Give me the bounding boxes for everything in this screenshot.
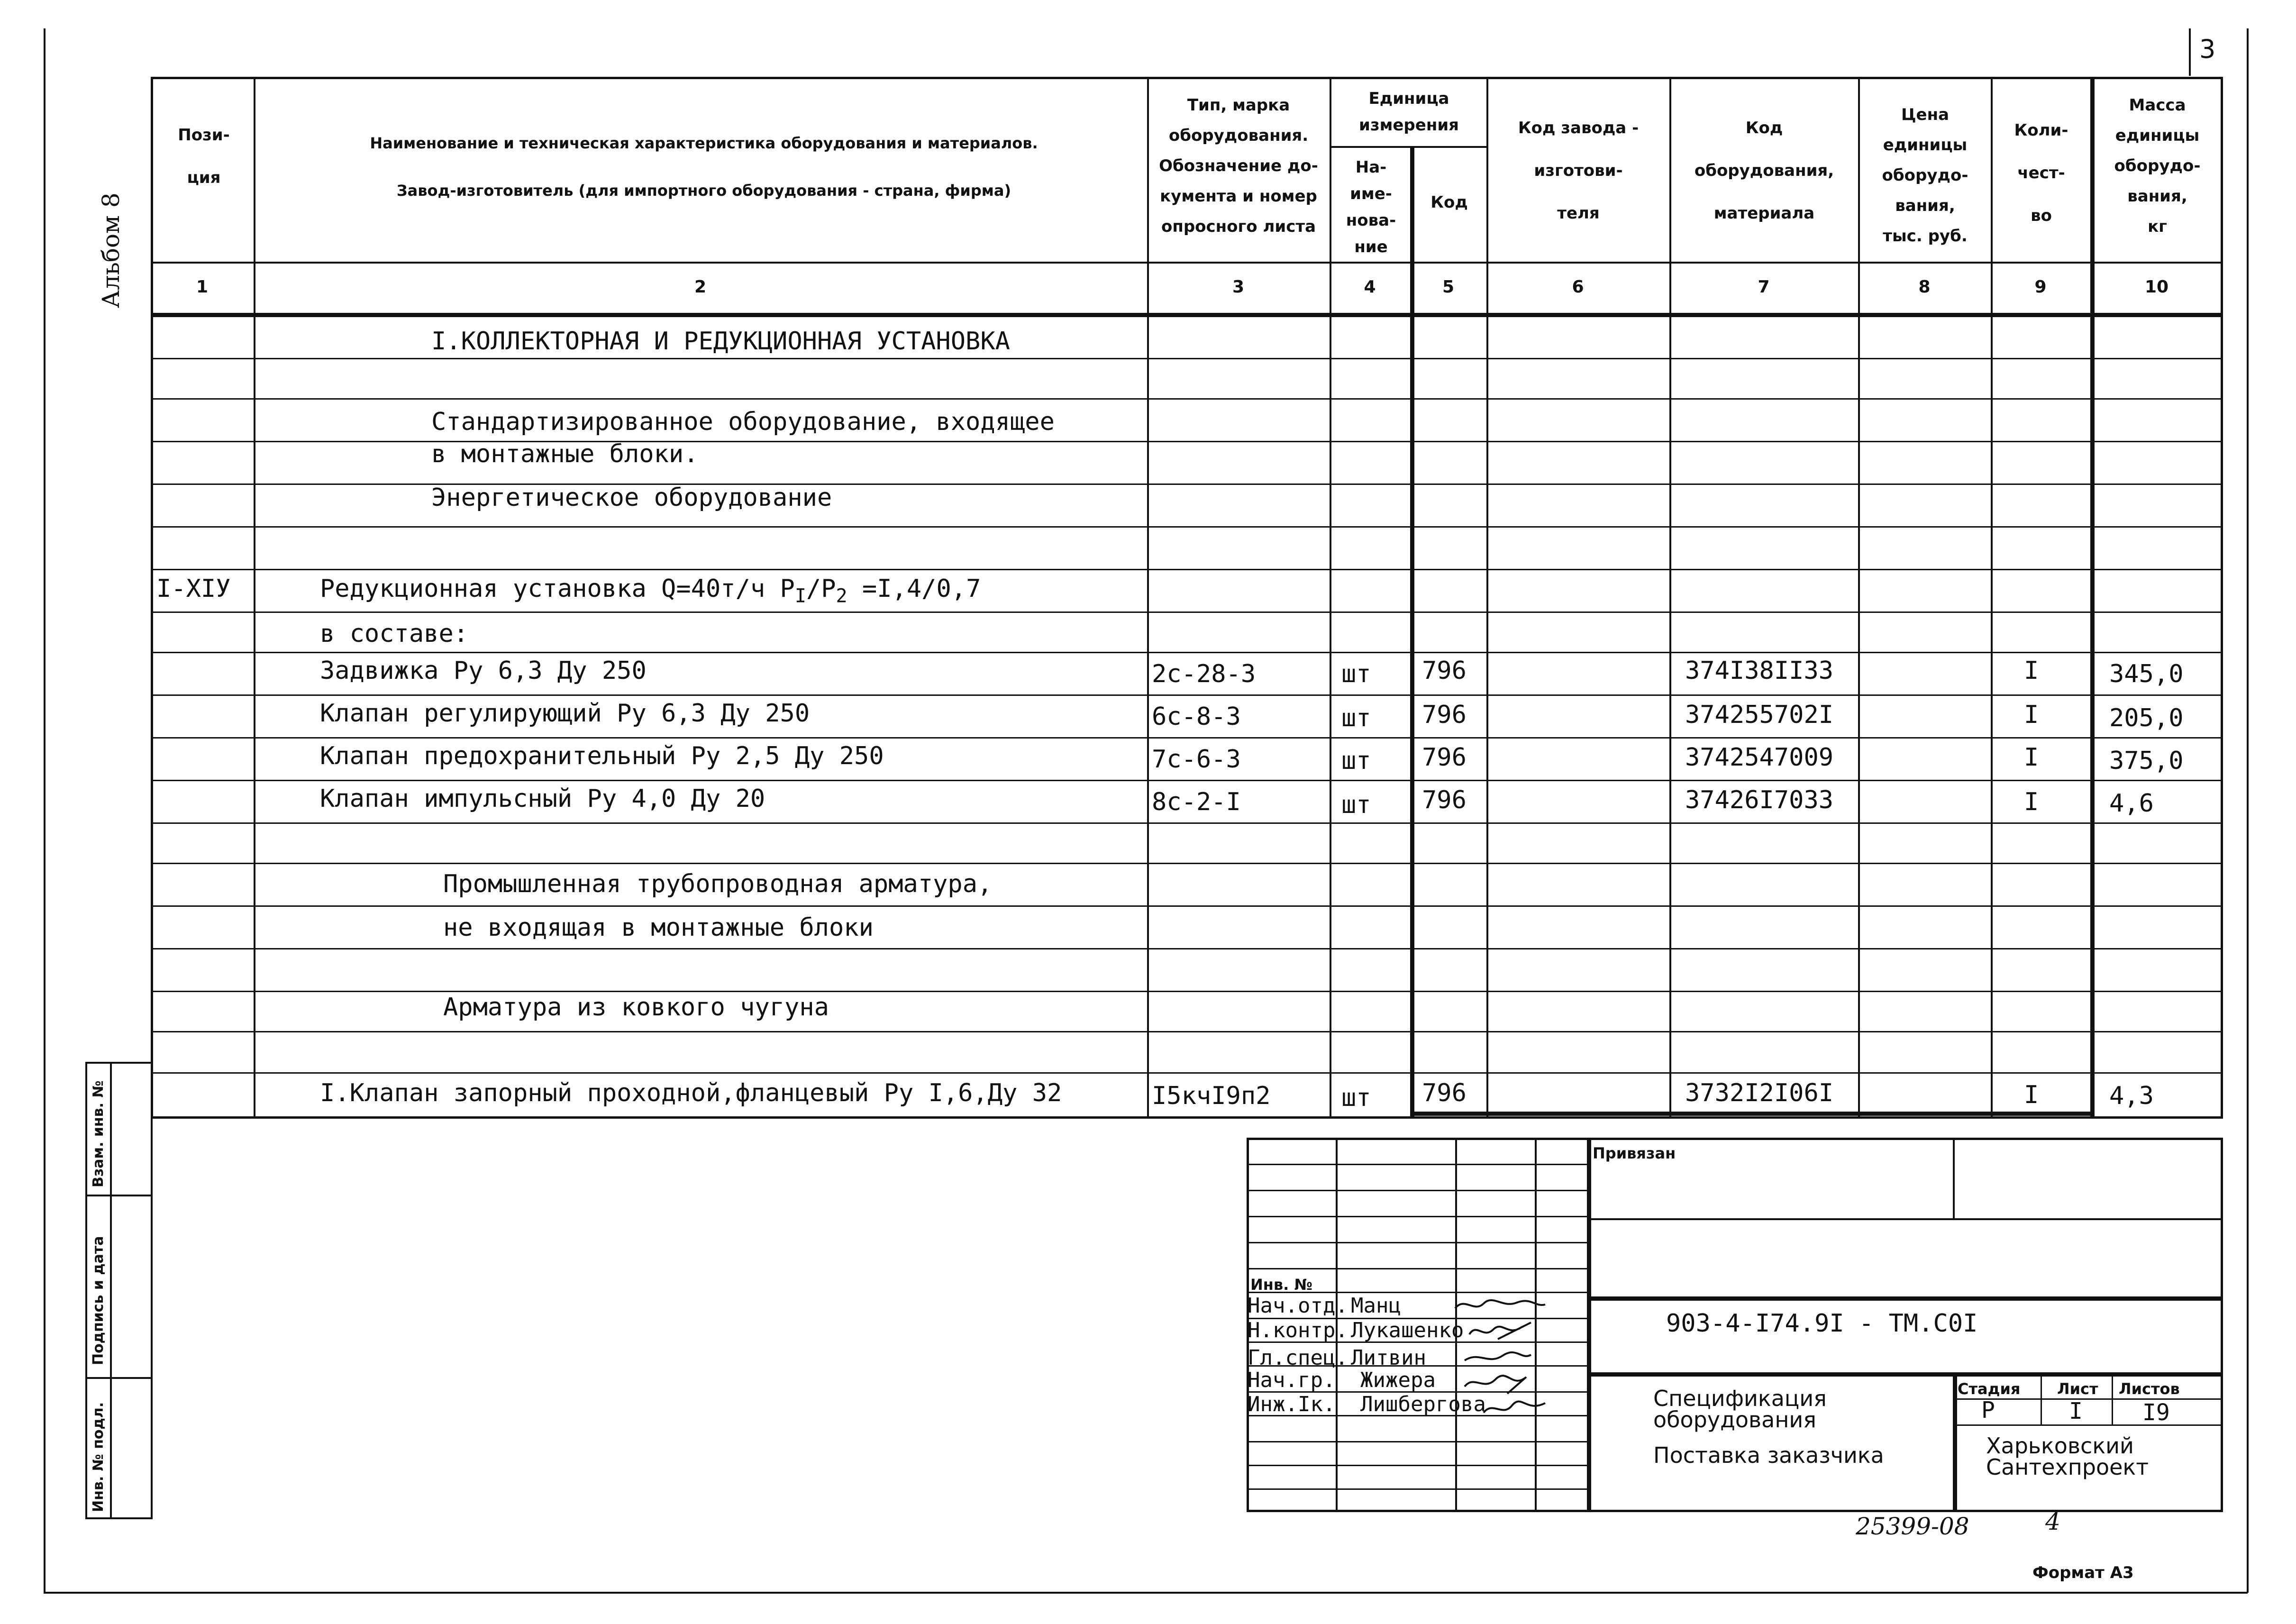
- table-bottom-bold: [1410, 1112, 2093, 1116]
- staff-role: Нач.гр.: [1248, 1368, 1336, 1392]
- item-mass: 4,6: [2109, 789, 2154, 818]
- colnum-2: 2: [694, 277, 707, 297]
- staff-role: Н.контр.: [1248, 1318, 1348, 1342]
- format-label: Формат А3: [2032, 1563, 2134, 1582]
- side-podpis-label: Подпись и дата: [90, 1236, 107, 1365]
- item-equipment-code: 37426I7033: [1685, 786, 1834, 814]
- staff-name: Жижера: [1360, 1368, 1436, 1392]
- staff-role: Нач.отд.: [1248, 1294, 1348, 1318]
- item-name: I.Клапан запорный проходной,фланцевый Ру I,6,Ду 32: [320, 1079, 1062, 1107]
- item-unit-code: 796: [1422, 657, 1467, 685]
- row-line: [151, 948, 2223, 949]
- staff-name: Литвин: [1351, 1346, 1426, 1370]
- item-quantity: I: [2024, 1081, 2039, 1109]
- archive-mark: 4: [2045, 1508, 2060, 1535]
- tb-row: [1247, 1488, 1588, 1490]
- row-line: [151, 737, 2223, 739]
- header-unit: Единица измерения: [1359, 89, 1459, 135]
- colnum-7: 7: [1758, 277, 1770, 297]
- item-unit: шт: [1341, 747, 1371, 775]
- tb-col-main: [1587, 1138, 1591, 1512]
- side-vzam-label: Взам. инв. №: [90, 1080, 107, 1187]
- item-equipment-code: 374I38II33: [1685, 657, 1834, 685]
- staff-role: Гл.спец.: [1248, 1346, 1348, 1370]
- colnum-1: 1: [196, 277, 209, 297]
- colnum-8: 8: [1918, 277, 1931, 297]
- tb-row: [1247, 1268, 1588, 1269]
- privyazan-label: Привязан: [1593, 1144, 1676, 1162]
- col-div-3: [1330, 77, 1331, 1119]
- item-name: Задвижка Ру 6,3 Ду 250: [320, 657, 647, 685]
- item-name: Клапан импульсный Ру 4,0 Ду 20: [320, 785, 765, 813]
- item-unit-code: 796: [1422, 786, 1467, 814]
- item-equipment-code: 3732I2I06I: [1685, 1079, 1834, 1107]
- item-type: 8с-2-I: [1152, 788, 1241, 816]
- header-price: Цена единицы оборудо- вания, тыс. руб.: [1882, 105, 1968, 246]
- row-line: [151, 569, 2223, 570]
- row-line: [151, 526, 2223, 528]
- stage-label: Стадия: [1958, 1380, 2021, 1398]
- section-title: I.КОЛЛЕКТОРНАЯ И РЕДУКЦИОННАЯ УСТАНОВКА: [431, 327, 1010, 356]
- tb-row: [1247, 1164, 1588, 1165]
- left-margin-line: [44, 28, 46, 1593]
- reduction-position: I-XIУ: [156, 575, 231, 603]
- org-line2: Сантехпроект: [1986, 1454, 2149, 1480]
- header-name-line1: Наименование и техническая характеристика оборудования и материалов.: [370, 134, 1038, 152]
- item-type: 2с-28-3: [1152, 660, 1256, 688]
- industrial-fittings-line1: Промышленная трубопроводная арматура,: [443, 870, 993, 898]
- item-unit-code: 796: [1422, 1079, 1467, 1107]
- sheet-number: 3: [2199, 34, 2216, 64]
- item-mass: 375,0: [2109, 747, 2184, 775]
- header-quantity: Коли- чест- во: [2014, 121, 2068, 225]
- archive-number: 25399-08: [1856, 1513, 1969, 1540]
- row-line: [151, 358, 2223, 359]
- item-equipment-code: 3742547009: [1685, 743, 1834, 772]
- header-unit-code: Код: [1430, 193, 1468, 212]
- item-mass: 4,3: [2109, 1082, 2154, 1110]
- item-unit: шт: [1341, 1084, 1371, 1112]
- standard-equipment-line1: Стандартизированное оборудование, входящее: [431, 408, 1055, 436]
- item-unit: шт: [1341, 791, 1371, 819]
- sheets-value: I9: [2142, 1399, 2170, 1426]
- tb-row: [1587, 1372, 2223, 1377]
- side-stamp-divider: [110, 1062, 112, 1519]
- row-line: [151, 398, 2223, 400]
- side-stamp-line: [85, 1195, 153, 1196]
- tb-col: [2041, 1372, 2042, 1424]
- staff-name: Манц: [1351, 1294, 1401, 1318]
- tb-row: [1587, 1218, 2223, 1220]
- doc-title-line3: Поставка заказчика: [1653, 1442, 1884, 1468]
- album-label: Альбом 8: [97, 192, 125, 308]
- doc-title-line1: Спецификация: [1653, 1386, 1827, 1411]
- composition-label: в составе:: [320, 620, 469, 648]
- header-type: Тип, марка оборудования. Обозначение до- кумента и номер опросного листа: [1159, 96, 1318, 236]
- item-quantity: I: [2024, 743, 2039, 772]
- row-line: [151, 694, 2223, 696]
- numbers-row-bottom: [151, 313, 2223, 317]
- energy-equipment: Энергетическое оборудование: [431, 484, 832, 512]
- item-unit: шт: [1341, 660, 1371, 688]
- staff-name: Лишбергова: [1360, 1392, 1486, 1416]
- row-line: [151, 863, 2223, 864]
- row-line: [151, 1031, 2223, 1032]
- item-quantity: I: [2024, 701, 2039, 729]
- tb-row: [1247, 1441, 1588, 1442]
- colnum-9: 9: [2034, 277, 2047, 297]
- header-position: Пози- ция: [178, 126, 230, 187]
- tb-row: [1247, 1465, 1588, 1466]
- inv-label: Инв. №: [1250, 1276, 1312, 1294]
- bottom-page-line: [44, 1592, 2248, 1594]
- sheet-number-box-line: [2189, 28, 2191, 76]
- colnum-4: 4: [1364, 277, 1376, 297]
- row-line: [151, 652, 2223, 653]
- col-div-2: [1147, 77, 1149, 1119]
- side-invpodl-label: Инв. № подл.: [90, 1402, 107, 1512]
- item-name: Клапан регулирующий Ру 6,3 Ду 250: [320, 699, 810, 728]
- item-mass: 205,0: [2109, 704, 2184, 732]
- header-bottom-line: [151, 262, 2223, 264]
- side-stamp-line: [85, 1377, 153, 1379]
- colnum-6: 6: [1572, 277, 1584, 297]
- row-line: [151, 991, 2223, 992]
- document-code: 903-4-I74.9I - ТМ.С0I: [1666, 1309, 1978, 1338]
- item-name: Клапан предохранительный Ру 2,5 Ду 250: [320, 742, 884, 770]
- stage-value: Р: [1981, 1397, 1995, 1423]
- item-type: 7с-6-3: [1152, 745, 1241, 774]
- item-mass: 345,0: [2109, 660, 2184, 688]
- colnum-10: 10: [2144, 277, 2169, 297]
- reduction-unit-title: Редукционная установка Q=40т/ч $P_I/P_2 =I,4/0,7$: [320, 575, 981, 607]
- header-unit-name: На- име- нова- ние: [1346, 158, 1396, 256]
- header-mass: Масса единицы оборудо- вания, кг: [2114, 96, 2201, 236]
- unit-header-split: [1330, 146, 1486, 148]
- row-line: [151, 822, 2223, 824]
- colnum-3: 3: [1232, 277, 1245, 297]
- tb-col: [1953, 1372, 1957, 1512]
- signatures-image: [1450, 1294, 1559, 1432]
- header-equipment-code: Код оборудования, материала: [1694, 119, 1834, 223]
- item-type: I5кчI9п2: [1152, 1082, 1271, 1110]
- tb-row: [1953, 1424, 2223, 1426]
- tb-row: [1247, 1242, 1588, 1243]
- item-unit-code: 796: [1422, 743, 1467, 772]
- colnum-5: 5: [1442, 277, 1455, 297]
- item-unit-code: 796: [1422, 701, 1467, 729]
- tb-col: [1953, 1138, 1955, 1218]
- tb-col: [2112, 1372, 2113, 1424]
- tb-row: [1247, 1216, 1588, 1217]
- row-line: [151, 611, 2223, 613]
- header-manufacturer-code: Код завода - изготови- теля: [1518, 119, 1639, 223]
- staff-name: Лукашенко: [1351, 1318, 1464, 1342]
- staff-role: Инж.Iк.: [1248, 1392, 1336, 1416]
- malleable-iron-fittings: Арматура из ковкого чугуна: [443, 993, 829, 1022]
- sheet-value: I: [2069, 1398, 2083, 1424]
- tb-row: [1587, 1296, 2223, 1301]
- industrial-fittings-line2: не входящая в монтажные блоки: [443, 913, 874, 942]
- right-page-line: [2247, 28, 2249, 1593]
- item-quantity: I: [2024, 657, 2039, 685]
- item-type: 6с-8-3: [1152, 703, 1241, 731]
- row-line: [151, 1072, 2223, 1074]
- item-unit: шт: [1341, 704, 1371, 732]
- col-div-1: [254, 77, 255, 1119]
- sheet-label: Лист: [2057, 1380, 2098, 1398]
- sheets-label: Листов: [2119, 1380, 2180, 1398]
- tb-row: [1247, 1190, 1588, 1191]
- org-line1: Харьковский: [1986, 1433, 2134, 1459]
- item-equipment-code: 374255702I: [1685, 701, 1834, 729]
- doc-title-line2: оборудования: [1653, 1407, 1816, 1432]
- header-name-line2: Завод-изготовитель (для импортного оборудования - страна, фирма): [396, 182, 1011, 200]
- item-quantity: I: [2024, 788, 2039, 816]
- row-line: [151, 780, 2223, 781]
- standard-equipment-line2: в монтажные блоки.: [431, 440, 699, 468]
- row-line: [151, 905, 2223, 907]
